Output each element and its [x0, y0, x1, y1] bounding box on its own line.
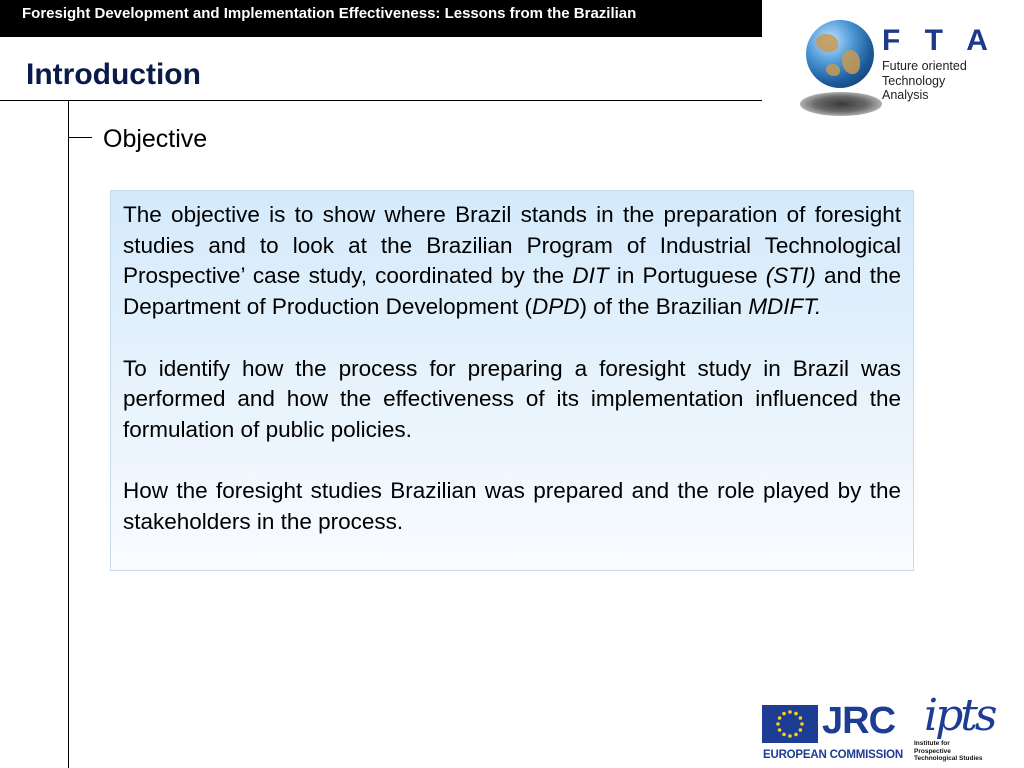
- header-bar: [0, 0, 762, 37]
- italic-text-run: MDIFT.: [748, 294, 822, 320]
- title-rule: [0, 100, 762, 101]
- subsection-tick: [69, 137, 92, 138]
- fta-logo: [800, 18, 996, 126]
- ipts-caption-line: Prospective: [914, 747, 951, 755]
- objective-text-box: [110, 190, 914, 571]
- jrc-logo-text: JRC: [822, 700, 896, 742]
- eu-flag-icon: [762, 705, 818, 743]
- text-run: and the Department of Production Development (: [123, 263, 901, 320]
- vertical-rule: [68, 101, 69, 768]
- italic-text-run: DIT: [572, 263, 609, 289]
- text-run: ) of the Brazilian: [579, 294, 749, 320]
- header-title: Foresight Development and Implementation Effectiveness: Lessons from the Brazilian: [22, 5, 637, 22]
- section-title: Introduction: [26, 58, 201, 91]
- globe-shadow: [800, 92, 882, 116]
- objective-paragraph-1: [123, 200, 901, 323]
- ipts-caption: [914, 740, 983, 763]
- fta-subtitle-line: Future oriented: [882, 59, 967, 73]
- ipts-mark: ipts: [924, 690, 995, 741]
- european-commission-label: EUROPEAN COMMISSION: [763, 749, 903, 761]
- italic-text-run: DPD: [531, 294, 580, 320]
- ipts-logo: [912, 690, 1002, 768]
- fta-letters: F T A: [882, 24, 996, 57]
- objective-paragraph-3: How the foresight studies Brazilian was prepared and the role played by the stakeholders in the process.: [123, 478, 901, 534]
- text-run: The objective is to show where Brazil stands in the preparation of foresight studies and to look at the Brazilian Program of Industrial Technological Prospective’ case study, coordinated by the: [123, 202, 901, 289]
- italic-text-run: (STI): [765, 263, 816, 289]
- ipts-caption-line: Institute for: [914, 740, 950, 747]
- fta-subtitle-line: Analysis: [882, 88, 929, 102]
- globe-icon: [806, 20, 874, 88]
- fta-subtitle-line: Technology: [882, 73, 946, 88]
- fta-subtitle: [882, 59, 982, 103]
- ipts-caption-line: Technological Studies: [914, 755, 983, 762]
- text-run: in Portuguese: [608, 263, 766, 289]
- subsection-label: Objective: [103, 125, 208, 153]
- objective-paragraph-2: To identify how the process for preparing a foresight study in Brazil was performed and how the effectiveness of its implementation influenced the formulation of public policies.: [123, 355, 901, 442]
